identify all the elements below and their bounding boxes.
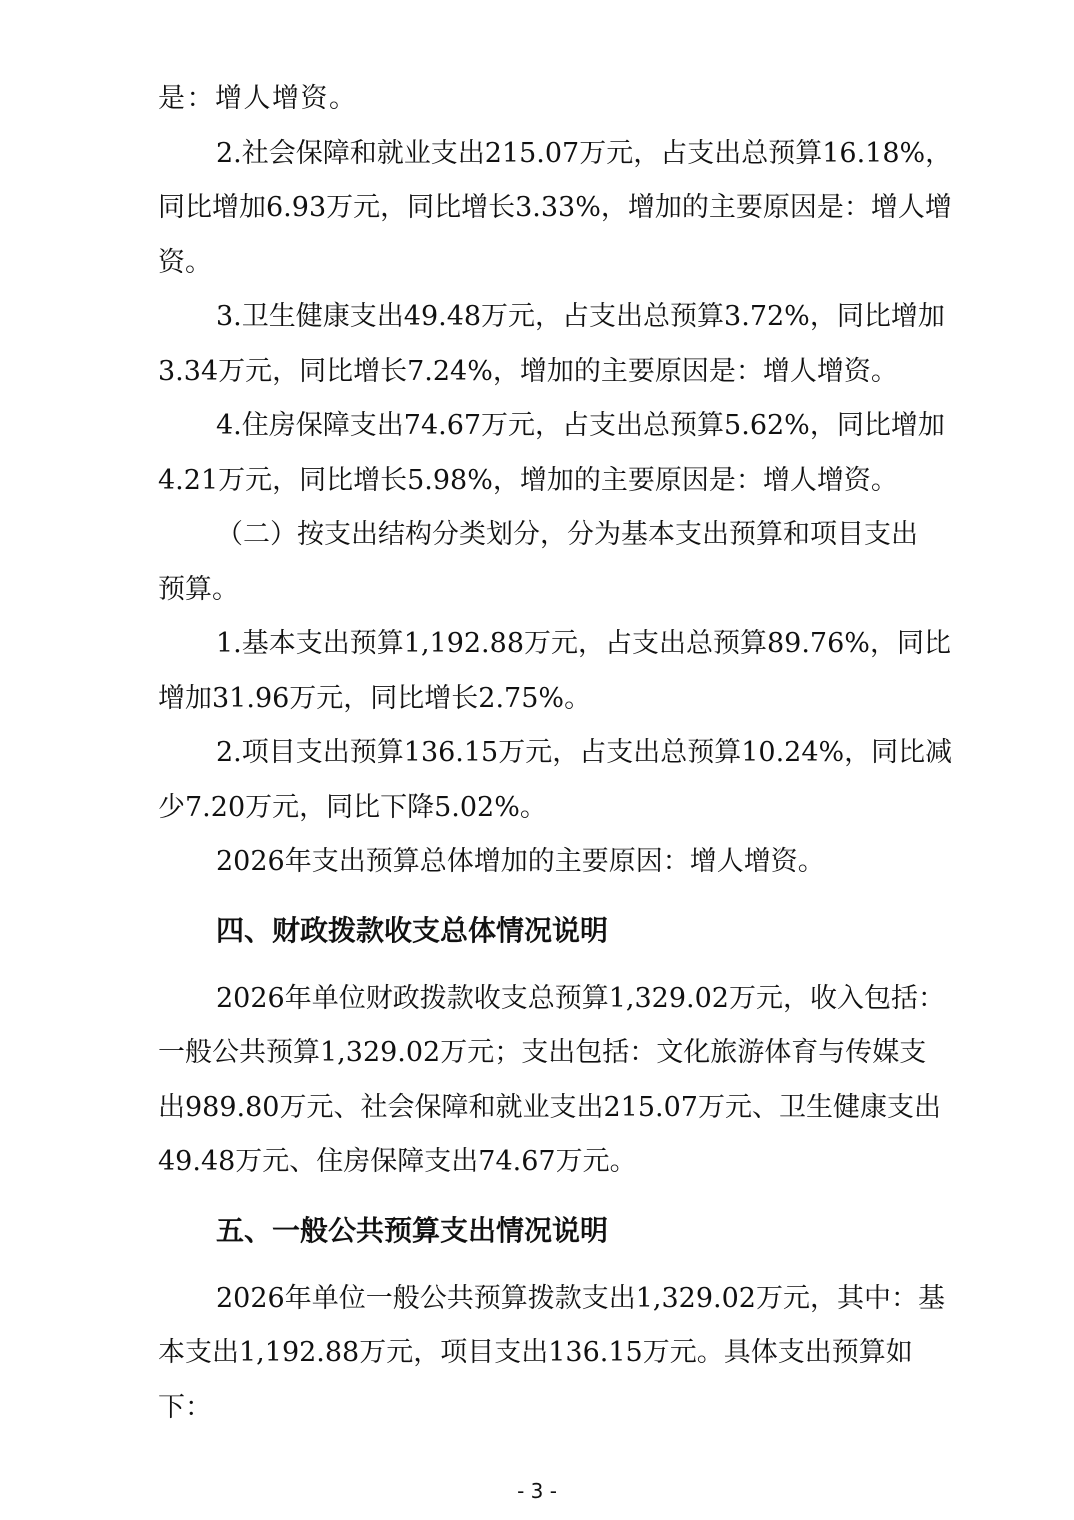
- text-line: 3.34万元，同比增长7.24%，增加的主要原因是：增人增资。: [158, 355, 898, 387]
- text-line: 出989.80万元、社会保障和就业支出215.07万元、卫生健康支出: [158, 1091, 941, 1123]
- text-line: 2026年单位财政拨款收支总预算1,329.02万元，收入包括：: [216, 982, 945, 1014]
- text-line: 一般公共预算1,329.02万元；支出包括：文化旅游体育与传媒支: [158, 1037, 927, 1068]
- text-line: 资。: [158, 246, 212, 278]
- document-body: [158, 72, 953, 1435]
- text-line: 2026年单位一般公共预算拨款支出1,329.02万元，其中：基: [216, 1282, 945, 1314]
- text-line: 2.社会保障和就业支出215.07万元，占支出总预算16.18%，: [216, 137, 953, 169]
- section-heading-5: 五、一般公共预算支出情况说明: [216, 1213, 609, 1247]
- text-line: 少7.20万元，同比下降5.02%。: [158, 791, 547, 823]
- text-line: 本支出1,192.88万元，项目支出136.15万元。具体支出预算如: [158, 1337, 913, 1368]
- text-line: 增加31.96万元，同比增长2.75%。: [158, 682, 592, 714]
- text-line: 3.卫生健康支出49.48万元，占支出总预算3.72%，同比增加: [216, 301, 945, 332]
- text-line: 2.项目支出预算136.15万元，占支出总预算10.24%，同比减: [216, 737, 953, 768]
- text-line: 2026年支出预算总体增加的主要原因：增人增资。: [216, 846, 825, 877]
- text-line: 1.基本支出预算1,192.88万元，占支出总预算89.76%，同比: [216, 628, 951, 659]
- text-line: （二）按支出结构分类划分，分为基本支出预算和项目支出: [216, 519, 918, 550]
- section-heading-4: 四、财政拨款收支总体情况说明: [216, 913, 609, 947]
- text-line: 是：增人增资。: [158, 83, 358, 114]
- text-line: 同比增加6.93万元，同比增长3.33%，增加的主要原因是：增人增: [158, 192, 952, 223]
- text-line: 49.48万元、住房保障支出74.67万元。: [158, 1146, 637, 1177]
- text-line: 4.住房保障支出74.67万元，占支出总预算5.62%，同比增加: [216, 410, 945, 441]
- text-line: 4.21万元，同比增长5.98%，增加的主要原因是：增人增资。: [158, 464, 898, 496]
- text-line: 预算。: [158, 573, 239, 605]
- text-line: 下：: [158, 1391, 212, 1423]
- page-number: - 3 -: [517, 1479, 557, 1503]
